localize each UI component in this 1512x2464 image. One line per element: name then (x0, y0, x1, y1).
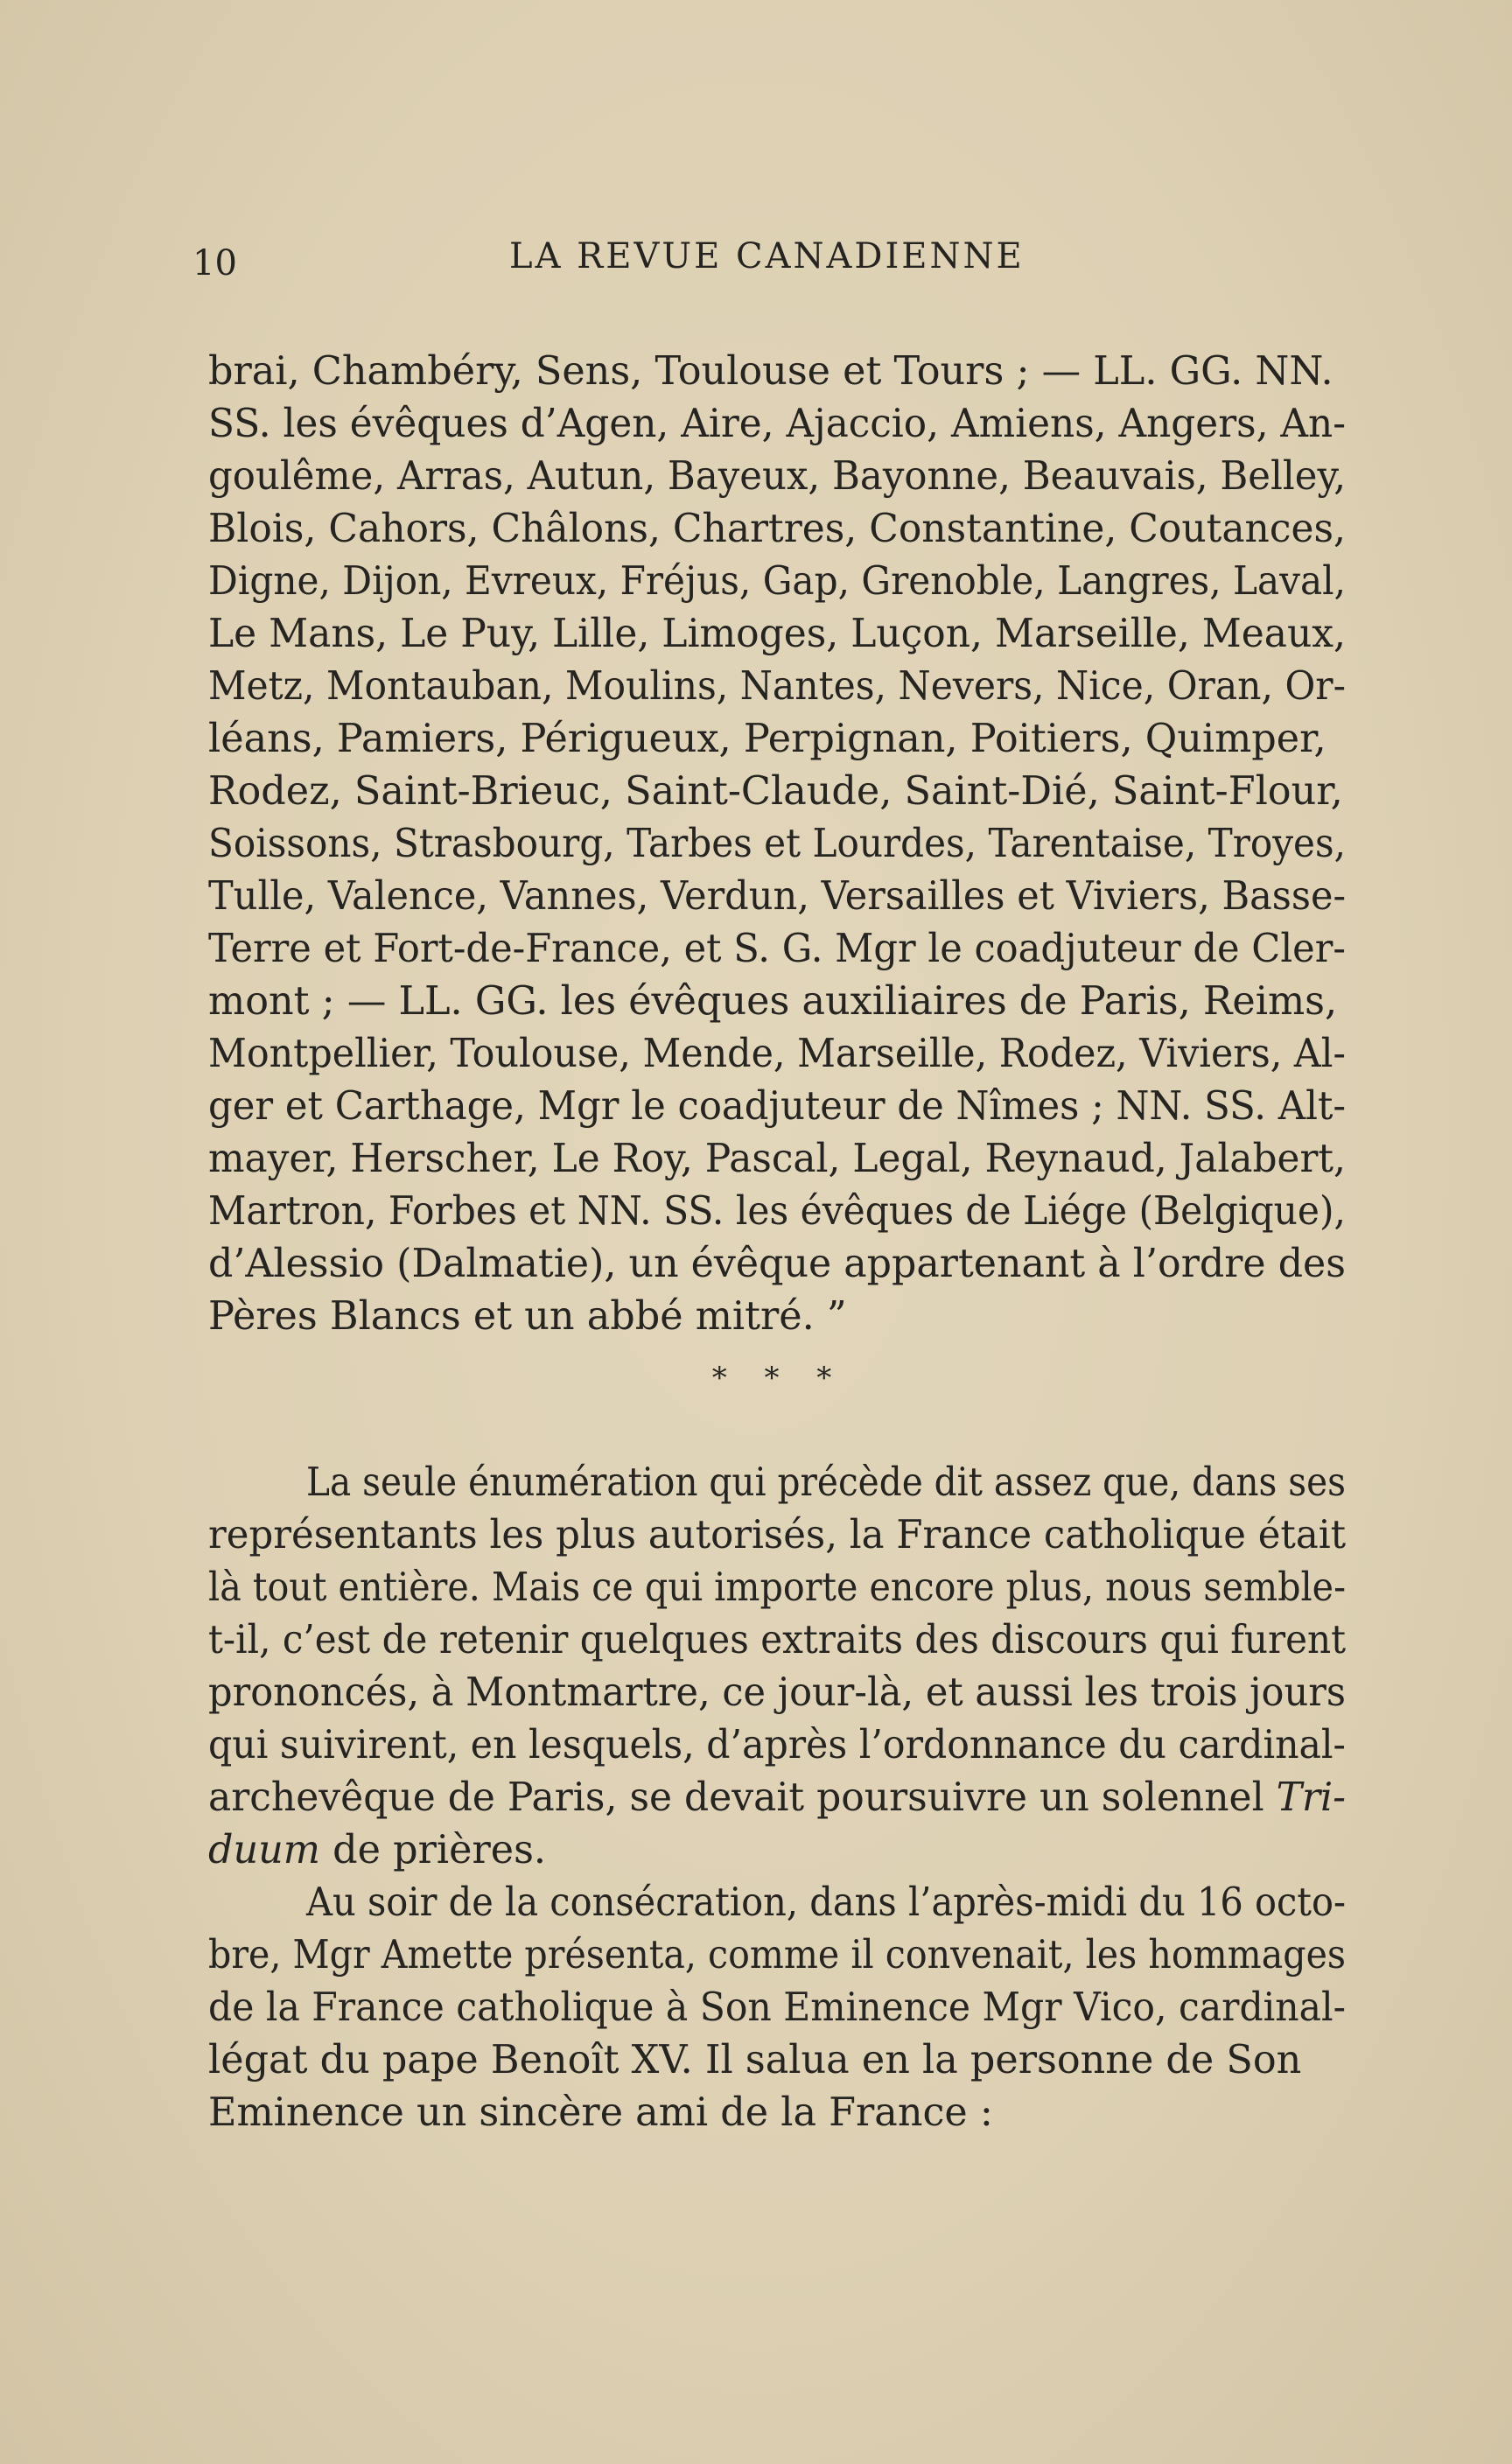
text-line: prononcés, à Montmartre, ce jour-là, et aussi les trois jours (208, 1670, 1346, 1715)
text-line: Metz, Montauban, Moulins, Nantes, Nevers, Nice, Oran, Or- (208, 664, 1346, 709)
text-line: de la France catholique à Son Eminence Mgr Vico, cardinal- (208, 1985, 1346, 2030)
text-line: représentants les plus autorisés, la France catholique était (208, 1513, 1347, 1558)
text-line: archevêque de Paris, se devait poursuivre un solennel Tri- (208, 1775, 1347, 1820)
page-number: 10 (192, 243, 237, 284)
italic-word: Tri- (1276, 1775, 1347, 1820)
text-line: Blois, Cahors, Châlons, Chartres, Constantine, Coutances, (208, 507, 1347, 551)
italic-word: duum (208, 1828, 321, 1872)
text-line: SS. les évêques d’Agen, Aire, Ajaccio, Amiens, Angers, An- (208, 402, 1347, 446)
text-line: Au soir de la consécration, dans l’après-midi du 16 octo- (306, 1880, 1347, 1925)
text-line: là tout entière. Mais ce qui importe encore plus, nous semble- (208, 1565, 1347, 1610)
text-line: léans, Pamiers, Périgueux, Perpignan, Poitiers, Quimper, (208, 717, 1326, 761)
paragraph-list-of-bishops (208, 346, 1346, 1343)
text-line: ger et Carthage, Mgr le coadjuteur de Nîmes ; NN. SS. Alt- (208, 1084, 1347, 1129)
running-title: LA REVUE CANADIENNE (509, 236, 1025, 276)
text-line: Terre et Fort-de-France, et S. G. Mgr le coadjuteur de Cler- (208, 927, 1346, 971)
text-line: Pères Blancs et un abbé mitré. ” (208, 1294, 847, 1339)
text-line: duum de prières. (208, 1828, 547, 1872)
text-line: Rodez, Saint-Brieuc, Saint-Claude, Saint-Dié, Saint-Flour, (208, 769, 1343, 814)
section-separator: * * * (711, 1361, 846, 1396)
text-line: Tulle, Valence, Vannes, Verdun, Versailles et Viviers, Basse- (208, 874, 1347, 919)
text-line: Montpellier, Toulouse, Mende, Marseille, Rodez, Viviers, Al- (208, 1032, 1346, 1076)
page-header (192, 236, 1356, 289)
text-line: Le Mans, Le Puy, Lille, Limoges, Luçon, Marseille, Meaux, (208, 612, 1347, 656)
text-line: mont ; — LL. GG. les évêques auxiliaires de Paris, Reims, (208, 979, 1338, 1024)
text-line: qui suivirent, en lesquels, d’après l’ordonnance du cardinal- (208, 1723, 1346, 1768)
text-line: Martron, Forbes et NN. SS. les évêques de Liége (Belgique), (208, 1189, 1346, 1234)
text-line: mayer, Herscher, Le Roy, Pascal, Legal, Reynaud, Jalabert, (208, 1137, 1346, 1181)
text-line: goulême, Arras, Autun, Bayeux, Bayonne, Beauvais, Belley, (208, 454, 1347, 499)
text-line: La seule énumération qui précède dit assez que, dans ses (306, 1460, 1346, 1505)
text-line: t-il, c’est de retenir quelques extraits des discours qui furent (208, 1618, 1347, 1662)
text-line: bre, Mgr Amette présenta, comme il convenait, les hommages (208, 1933, 1347, 1978)
text-line: Digne, Dijon, Evreux, Fréjus, Gap, Grenoble, Langres, Laval, (208, 559, 1347, 604)
text-line: Eminence un sincère ami de la France : (208, 2090, 993, 2135)
paragraph-consecration (208, 1457, 1346, 2139)
text-line: brai, Chambéry, Sens, Toulouse et Tours ; — LL. GG. NN. (208, 349, 1334, 394)
text-line: légat du pape Benoît XV. Il salua en la personne de Son (208, 2038, 1302, 2082)
text-line: d’Alessio (Dalmatie), un évêque appartenant à l’ordre des (208, 1242, 1346, 1286)
text-line: Soissons, Strasbourg, Tarbes et Lourdes, Tarentaise, Troyes, (208, 822, 1347, 866)
